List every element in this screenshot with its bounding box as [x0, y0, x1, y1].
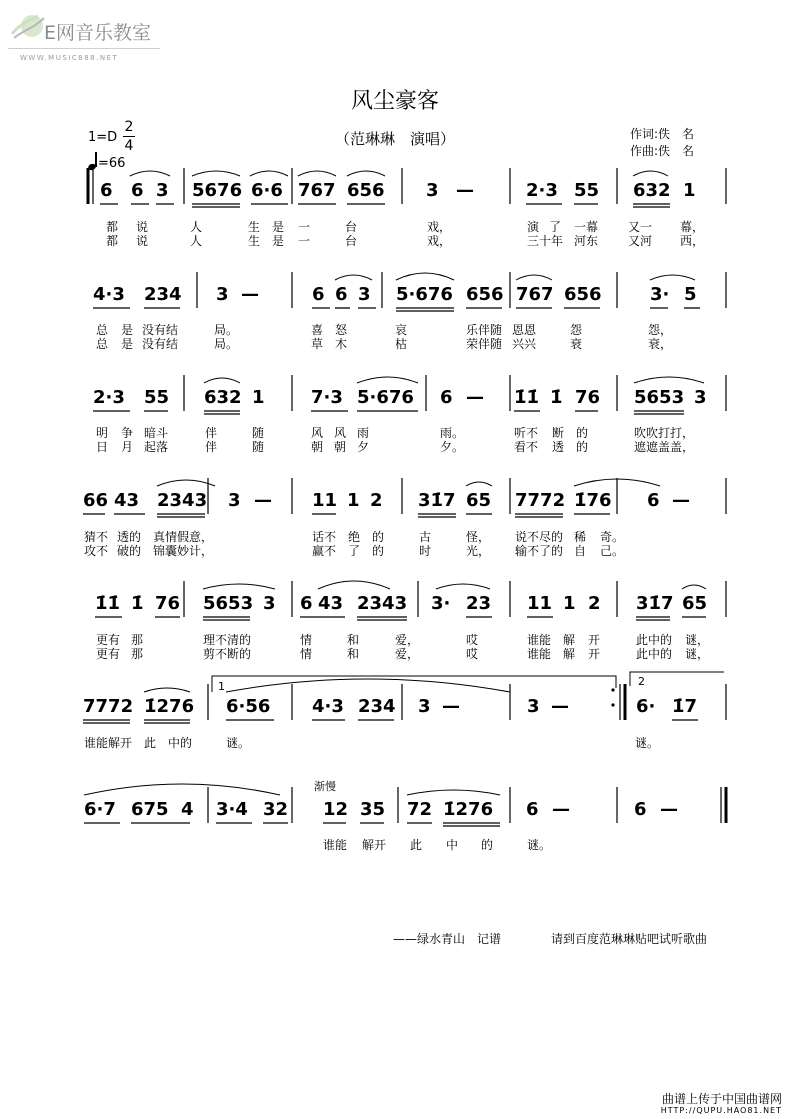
lyric: 光， [466, 544, 491, 558]
slur [357, 377, 418, 383]
lyric: 爱， [395, 647, 420, 661]
note: 656 [564, 284, 602, 305]
note: 2·3 [93, 387, 125, 408]
time-top: 2 [124, 119, 134, 135]
note: 1̇276 [443, 799, 494, 820]
lyric: 雨 [357, 426, 370, 440]
key-signature: 1=D [88, 130, 118, 145]
lyric: 幕， [680, 220, 705, 234]
lyric: 吹吹打打， [634, 426, 695, 440]
lyric: 局。 [214, 337, 239, 351]
slur [516, 275, 552, 280]
note: 1̇1̇ [514, 387, 540, 408]
lyric: 怨 [570, 323, 583, 337]
lyric: 是 [272, 220, 285, 234]
lyric: 剪不断的 [203, 647, 252, 661]
lyric: 河东 [574, 234, 599, 248]
note: — [442, 696, 460, 717]
note: 3 [694, 387, 707, 408]
lyric: 爱， [395, 633, 420, 647]
note: 72 [407, 799, 433, 820]
lyric: 话不 [312, 530, 337, 544]
lyric: 情 [300, 633, 313, 647]
note: 6 [526, 799, 539, 820]
lyric: 伴 [205, 440, 218, 454]
lyric: 真情假意， [153, 530, 214, 544]
lyric: 此 [410, 838, 423, 852]
lyric: 争 [121, 426, 134, 440]
note: 1 [563, 593, 576, 614]
lyric: 兴兴 [512, 337, 537, 351]
note: 632 [204, 387, 242, 408]
lyric: 哎 [466, 647, 479, 661]
note: 3 [156, 180, 169, 201]
lyric: 赢不 [312, 544, 337, 558]
tempo-change-mark: 渐慢 [314, 780, 336, 793]
note: 2 [588, 593, 601, 614]
note: 3 [263, 593, 276, 614]
lyric: 那 [131, 647, 144, 661]
note: 1 [347, 490, 360, 511]
note: — [456, 180, 474, 201]
lyric: 遮遮盖盖， [634, 440, 695, 454]
slur [407, 790, 500, 795]
note: 1̇276 [144, 696, 195, 717]
note: 6 [131, 180, 144, 201]
slur [682, 585, 706, 589]
lyric: 朝 [311, 440, 324, 454]
lyric: 是 [121, 323, 134, 337]
lyric: 没有结 [142, 323, 179, 337]
note: 6 [335, 284, 348, 305]
note: 3 [426, 180, 439, 201]
lyric: 西， [680, 234, 705, 248]
lyric: 人 [190, 220, 203, 234]
slur [226, 679, 510, 692]
lyric: 输不了的 [515, 544, 564, 558]
note: — [466, 387, 484, 408]
lyric: 和 [347, 647, 360, 661]
note: 6 [300, 593, 313, 614]
listen-note: 请到百度范琳琳贴吧试听歌曲 [551, 932, 708, 946]
lyric: 猜不 [84, 530, 109, 544]
lyric: 情 [300, 647, 313, 661]
note: — [241, 284, 259, 305]
note: 4·3 [93, 284, 125, 305]
site-url: HTTP://QUPU.HAO81.NET [660, 1106, 782, 1115]
note: 65 [466, 490, 492, 511]
note: 234 [144, 284, 182, 305]
lyric: 哀 [395, 323, 408, 337]
lyric: 解开 [362, 838, 387, 852]
lyric: 说 [136, 220, 149, 234]
lyric: 伴 [205, 426, 218, 440]
lyric: 谜， [685, 633, 710, 647]
note: 23 [466, 593, 492, 614]
lyric: 谁能 [323, 838, 348, 852]
note: 6·56 [226, 696, 271, 717]
note: 6 [312, 284, 325, 305]
note: — [552, 799, 570, 820]
lyric: 怪， [466, 530, 491, 544]
lyric: 生 [248, 220, 261, 234]
note: 1̇ [550, 387, 563, 408]
lyric: 更有 [96, 647, 121, 661]
lyric: 稀 [574, 530, 587, 544]
composer: 作曲:佚 名 [630, 144, 695, 158]
lyric: 说不尽的 [515, 530, 564, 544]
lyric: 己。 [600, 544, 625, 558]
lyric: 锦囊妙计， [153, 544, 214, 558]
lyric: 的 [576, 426, 589, 440]
slur [203, 584, 275, 589]
slur [298, 171, 336, 176]
lyric: 乐伴随 [466, 323, 503, 337]
note: 43 [114, 490, 140, 511]
lyric: 谜。 [635, 736, 660, 750]
note: 767 [516, 284, 554, 305]
song-title: 风尘豪客 [350, 89, 439, 114]
lyric: 破的 [117, 544, 142, 558]
lyric: 夕。 [440, 440, 465, 454]
lyric: 都 [106, 234, 119, 248]
lyric: 台 [345, 234, 358, 248]
lyric: 听不 [514, 426, 539, 440]
note: 234 [358, 696, 396, 717]
volta-1-bracket [212, 676, 616, 692]
lyric: 透 [552, 440, 565, 454]
lyric: 了 [348, 544, 361, 558]
note: 6·7 [84, 799, 116, 820]
lyric: 透的 [117, 530, 142, 544]
lyric: 那 [131, 633, 144, 647]
lyric: 月 [121, 440, 134, 454]
note: 31̇7 [636, 593, 674, 614]
lyricist: 作词:佚 名 [630, 127, 695, 141]
lyric: 台 [345, 220, 358, 234]
lyric: 衰 [570, 337, 583, 351]
lyric: 起落 [144, 440, 169, 454]
note: 65 [682, 593, 708, 614]
lyric: 和 [347, 633, 360, 647]
lyric: 随 [252, 426, 265, 440]
note: 7772 [515, 490, 566, 511]
lyric: 此中的 [636, 633, 673, 647]
note: 2·3 [526, 180, 558, 201]
lyric: 断 [552, 426, 565, 440]
note: 1̇76 [574, 490, 612, 511]
note: 6 [100, 180, 113, 201]
note: 4 [181, 799, 194, 820]
lyric: 中 [446, 838, 459, 852]
lyric: 木 [335, 337, 348, 351]
note: 5676 [192, 180, 243, 201]
lyric: 戏， [427, 220, 452, 234]
note: 3 [216, 284, 229, 305]
lyric: 总 [96, 323, 109, 337]
lyric: 绝 [348, 530, 361, 544]
lyric: 明 [96, 426, 109, 440]
note: 5 [684, 284, 697, 305]
lyric: 谁能 [527, 647, 552, 661]
note: 3· [431, 593, 451, 614]
note: 3·4 [216, 799, 248, 820]
slur [634, 377, 704, 383]
lyric: 奇。 [600, 530, 625, 544]
lyric: 荣伴随 [466, 337, 503, 351]
note: — [672, 490, 690, 511]
slur [466, 482, 492, 486]
lyric: 生 [248, 234, 261, 248]
note: 1̇7 [672, 696, 698, 717]
note: 76 [155, 593, 181, 614]
note: 31̇7 [418, 490, 456, 511]
note: 3 [358, 284, 371, 305]
note: — [254, 490, 272, 511]
lyric: 更有 [96, 633, 121, 647]
lyric: 谁能 [527, 633, 552, 647]
slur [144, 688, 190, 692]
note: 66 [83, 490, 109, 511]
note: 5653 [203, 593, 254, 614]
note: 5·676 [396, 284, 453, 305]
slur [396, 273, 454, 280]
site-credit: 曲谱上传于中国曲谱网 [661, 1092, 782, 1106]
note: 3· [650, 284, 670, 305]
note: 3 [527, 696, 540, 717]
note: 656 [347, 180, 385, 201]
note: 1 [252, 387, 265, 408]
slur [318, 581, 390, 589]
lyric: 一幕 [574, 220, 599, 234]
lyric: 风 [311, 426, 324, 440]
logo-url: WWW.MUSIC888.NET [20, 54, 119, 62]
note: 6 [634, 799, 647, 820]
lyric: 一 [298, 220, 311, 234]
note: 2 [370, 490, 383, 511]
lyric: 没有结 [142, 337, 179, 351]
lyric: 时 [419, 544, 432, 558]
slur [192, 171, 240, 176]
lyric: 都 [106, 220, 119, 234]
singer-line: （范琳琳 演唱） [334, 130, 455, 148]
note: 3 [228, 490, 241, 511]
note: 3 [418, 696, 431, 717]
slur [650, 275, 695, 280]
note: 632 [633, 180, 671, 201]
lyric: 演 [527, 220, 540, 234]
note: 1̇ [131, 593, 144, 614]
note: 76 [575, 387, 601, 408]
lyric: 看不 [514, 440, 539, 454]
lyric: 是 [121, 337, 134, 351]
transcriber-credit: ——绿水青山 记谱 [393, 932, 502, 946]
note: 675 [131, 799, 169, 820]
note: 55 [574, 180, 600, 201]
lyric: 草 [311, 337, 324, 351]
lyric: 开 [588, 633, 601, 647]
lyric: 的 [372, 530, 385, 544]
lyric: 哎 [466, 633, 479, 647]
lyric: 朝 [334, 440, 347, 454]
note: 32 [263, 799, 289, 820]
lyric: 雨。 [440, 426, 465, 440]
time-bottom: 4 [124, 138, 134, 154]
note: 656 [466, 284, 504, 305]
lyric: 暗斗 [144, 426, 169, 440]
note: — [660, 799, 678, 820]
note: 5653 [634, 387, 685, 408]
lyric: 谜， [685, 647, 710, 661]
note: 11 [527, 593, 553, 614]
lyric: 三十年 [527, 234, 564, 248]
slur [84, 784, 280, 795]
lyric: 一 [298, 234, 311, 248]
slur [157, 480, 215, 486]
lyric: 谜。 [226, 736, 251, 750]
lyric: 是 [272, 234, 285, 248]
lyric: 风 [334, 426, 347, 440]
lyric: 解 [563, 647, 576, 661]
lyric: 谜。 [527, 838, 552, 852]
lyric: 怒 [335, 323, 348, 337]
note: — [551, 696, 569, 717]
note: 767 [298, 180, 336, 201]
slur [436, 584, 490, 589]
note: 55 [144, 387, 170, 408]
lyric: 恩恩 [512, 323, 537, 337]
lyric: 衰， [648, 337, 673, 351]
note: 12 [323, 799, 349, 820]
slur [347, 171, 385, 176]
note: 4·3 [312, 696, 344, 717]
note: 43 [318, 593, 344, 614]
note: 6 [647, 490, 660, 511]
lyric: 日 [96, 440, 109, 454]
slur [130, 171, 170, 176]
note: 1̇1̇ [95, 593, 121, 614]
note: 2343 [357, 593, 408, 614]
repeat-dot [611, 688, 614, 691]
lyric: 的 [372, 544, 385, 558]
lyric: 的 [576, 440, 589, 454]
tempo-mark: =66 [88, 152, 125, 171]
lyric: 怨， [648, 323, 673, 337]
lyric: 开 [588, 647, 601, 661]
slur [250, 171, 288, 176]
note: 5·676 [357, 387, 414, 408]
lyric: 随 [252, 440, 265, 454]
lyric: 枯 [395, 337, 408, 351]
note: 1 [683, 180, 696, 201]
lyric: 戏， [427, 234, 452, 248]
lyric: 中的 [168, 736, 193, 750]
lyric: 攻不 [84, 544, 109, 558]
note: 6·6 [251, 180, 283, 201]
lyric: 此中的 [636, 647, 673, 661]
volta-1-label: 1 [218, 680, 225, 693]
volta-2-label: 2 [638, 675, 645, 688]
note: 7772 [83, 696, 134, 717]
slur [633, 171, 668, 176]
lyric: 又河 [628, 234, 653, 248]
note: 11 [312, 490, 338, 511]
slur [204, 378, 240, 383]
lyric: 了 [549, 220, 562, 234]
lyric: 喜 [311, 323, 324, 337]
logo-text: E网音乐教室 [44, 22, 152, 44]
repeat-dot [611, 703, 614, 706]
lyric: 夕 [357, 440, 370, 454]
note: 7·3 [311, 387, 343, 408]
lyric: 的 [481, 838, 494, 852]
lyric: 又一 [628, 220, 653, 234]
note: 6· [636, 696, 656, 717]
note: 6 [440, 387, 453, 408]
lyric: 此 [144, 736, 157, 750]
lyric: 局。 [214, 323, 239, 337]
note: 2343 [157, 490, 208, 511]
lyric: 解 [563, 633, 576, 647]
lyric: 古 [419, 530, 432, 544]
slur [335, 275, 372, 280]
lyric: 人 [190, 234, 203, 248]
lyric: 谁能解开 [84, 736, 133, 750]
lyric: 说 [136, 234, 149, 248]
lyric: 自 [574, 544, 587, 558]
lyric: 总 [96, 337, 109, 351]
lyric: 理不清的 [203, 633, 252, 647]
note: 35 [360, 799, 386, 820]
